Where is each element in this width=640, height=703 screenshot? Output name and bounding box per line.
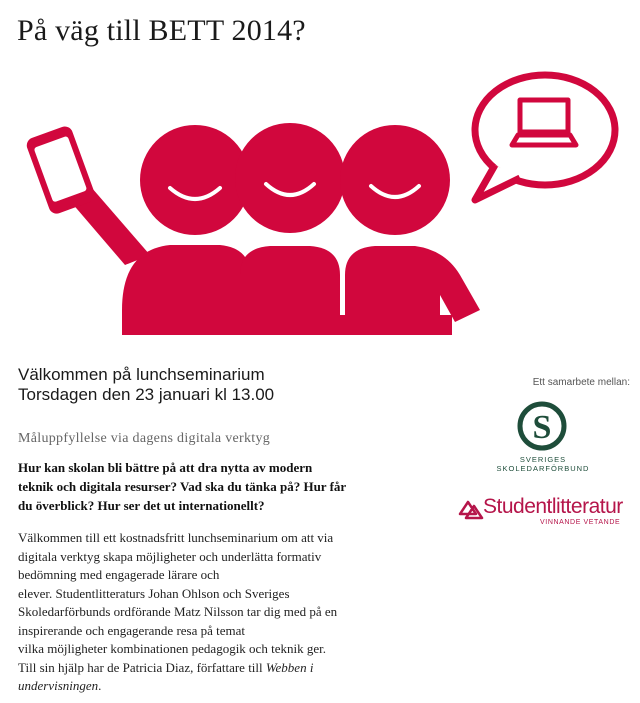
body-line: Välkommen till ett kostnadsfritt lunchseminarium om att via	[18, 530, 334, 545]
body-line-text: Till sin hjälp har de Patricia Diaz, författare till	[18, 659, 266, 675]
skoledar-name-line: SKOLEDARFÖRBUND	[496, 464, 590, 473]
body-line: vilka möjligheter kombinationen pedagogik och teknik ger.	[18, 641, 326, 656]
body-line: Skoledarförbunds ordförande Matz Nilsson tar dig med på en	[18, 604, 338, 619]
event-welcome: Välkommen på lunchseminarium	[18, 365, 265, 384]
page-title: På väg till BETT 2014?	[17, 14, 306, 47]
figures-base	[122, 315, 452, 335]
body-paragraph	[18, 529, 398, 696]
lead-line: teknik och digitala resurser? Vad ska du tänka på? Hur får	[18, 479, 347, 494]
skoledar-logo-letter: S	[532, 409, 552, 446]
people-illustration	[0, 60, 640, 350]
lead-line: du överblick? Hur ser det ut internationellt?	[18, 498, 265, 513]
person-left-head	[140, 125, 250, 235]
lead-paragraph	[18, 458, 378, 515]
body-line	[18, 677, 398, 696]
person-middle-head	[235, 123, 345, 233]
body-line: digitala verktyg skapa möjligheter och underlätta formativ	[18, 548, 322, 564]
person-right-head	[340, 125, 450, 235]
studentlitteratur-name: Studentlitteratur	[483, 495, 623, 518]
lead-line: Hur kan skolan bli bättre på att dra nytta av modern	[18, 460, 313, 475]
body-line: bedömning med engagerade lärare och	[18, 567, 220, 582]
event-info	[18, 365, 274, 405]
period: .	[98, 678, 102, 693]
book-title: Webben i	[265, 659, 314, 675]
partners-intro: Ett samarbete mellan:	[532, 377, 630, 388]
tagline: Måluppfyllelse via dagens digitala verktyg	[18, 431, 271, 446]
studentlitteratur-slogan: VINNANDE VETANDE	[540, 519, 621, 526]
skoledar-name-line: SVERIGES	[519, 455, 567, 464]
body-line: elever. Studentlitteraturs Johan Ohlson och Sveriges	[18, 585, 290, 601]
body-line	[18, 659, 398, 678]
skoledar-name	[478, 455, 608, 473]
phone-icon	[25, 124, 97, 216]
studentlitteratur-emblem	[460, 502, 482, 518]
book-title: undervisningen	[18, 678, 99, 693]
event-datetime: Torsdagen den 23 januari kl 13.00	[18, 385, 275, 404]
body-line: inspirerande och engagerande resa på temat	[18, 622, 246, 638]
